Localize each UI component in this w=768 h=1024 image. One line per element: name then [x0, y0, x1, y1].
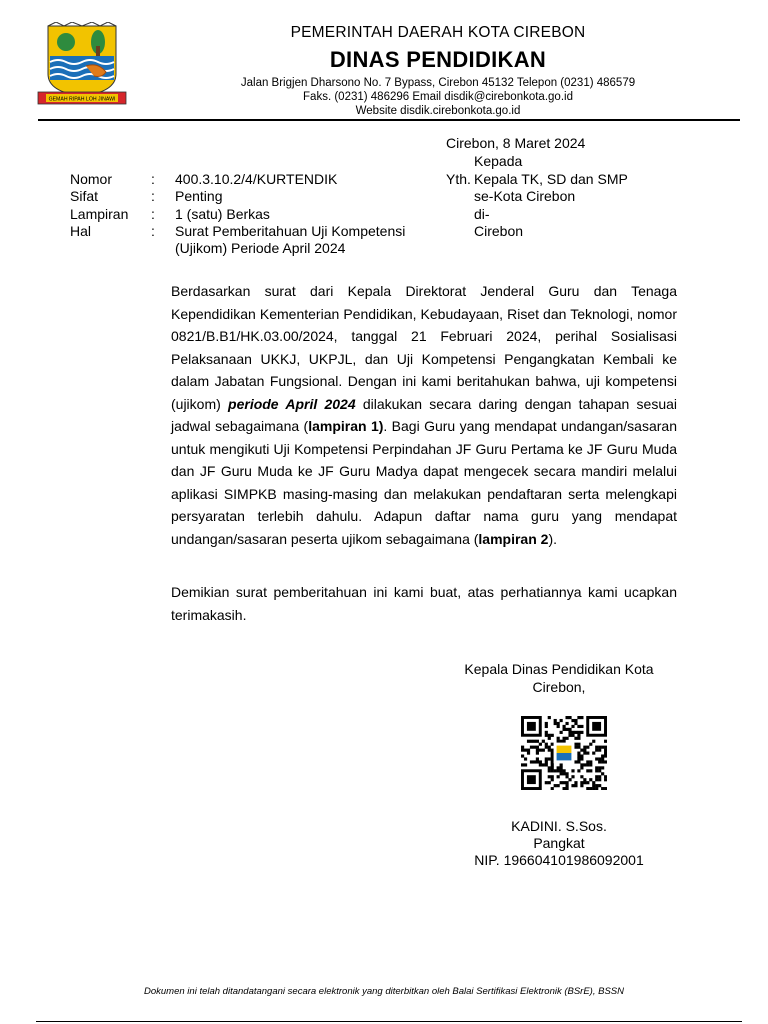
- qr-code: [521, 716, 607, 790]
- letterhead-divider: [38, 119, 740, 121]
- city-crest-logo: [36, 22, 128, 108]
- meta-colon: :: [151, 223, 155, 239]
- letterhead-government: PEMERINTAH DAERAH KOTA CIREBON: [290, 24, 586, 41]
- meta-hal-label: Hal: [70, 223, 92, 239]
- footer-divider: [36, 1021, 742, 1022]
- recipient-place: Cirebon: [474, 223, 524, 239]
- signature-nip: NIP. 196604101986092001: [474, 852, 644, 868]
- recipient-name: Kepala TK, SD dan SMP: [474, 171, 628, 187]
- signature-name: KADINI. S.Sos.: [511, 818, 607, 834]
- letterhead-website: Website disdik.cirebonkota.go.id: [355, 105, 521, 117]
- letterhead-agency: DINAS PENDIDIKAN: [329, 47, 547, 72]
- meta-sifat-label: Sifat: [70, 188, 99, 204]
- signature-rank: Pangkat: [533, 835, 585, 851]
- recipient-kepada: Kepada: [474, 153, 523, 169]
- meta-lampiran-value: 1 (satu) Berkas: [175, 206, 270, 222]
- logo-motto: GEMAH RIPAH LOH JINAWI: [48, 96, 116, 103]
- meta-colon: :: [151, 171, 155, 187]
- meta-hal-value-line1: Surat Pemberitahuan Uji Kompetensi: [175, 223, 406, 239]
- meta-hal-value-line2: (Ujikom) Periode April 2024: [175, 240, 346, 256]
- meta-colon: :: [151, 188, 155, 204]
- recipient-di: di-: [474, 206, 490, 222]
- signature-title-line2: Cirebon,: [532, 679, 586, 695]
- e-signature-note: Dokumen ini telah ditandatangani secara elektronik yang diterbitkan oleh Balai Sertifikasi Elektronik (BSrE), BSSN: [144, 986, 624, 997]
- meta-lampiran-label: Lampiran: [70, 206, 129, 222]
- meta-sifat-value: Penting: [175, 188, 223, 204]
- signature-title-line1: Kepala Dinas Pendidikan Kota: [464, 661, 654, 677]
- body-paragraph-2: Demikian surat pemberitahuan ini kami buat, atas perhatiannya kami ucapkan terimakasih.: [171, 584, 677, 623]
- meta-nomor-label: Nomor: [70, 171, 113, 187]
- body-paragraph-1: Berdasarkan surat dari Kepala Direktorat Jenderal Guru dan Tenaga Kependidikan Kementerian Pendidikan, Kebudayaan, Riset dan Teknologi, nomor 0821/B.B1/HK.03.00/2024, tanggal 21 Februari 2024, perihal Sosialisasi Pelaksanaan UKKJ, UKPJL, dan Uji Kompetensi Pengangkatan Kembali ke dalam Jabatan Fungsional. Dengan ini kami beritahukan bahwa, uji kompetensi (ujikom) periode April 2024 dilakukan secara daring dengan tahapan sesuai jadwal sebagaimana (lampiran 1). Bagi Guru yang mendapat undangan/sasaran untuk mengikuti Uji Kompetensi Perpindahan JF Guru Pertama ke JF Guru Muda dan JF Guru Muda ke JF Guru Madya dapat mengecek secara mandiri melalui aplikasi SIMPKB masing-masing dan melakukan pendaftaran serta melengkapi persyaratan terlebih dahulu. Adapun daftar nama guru yang mendapat undangan/sasaran peserta ujikom sebagaimana (lampiran 2).: [171, 283, 678, 547]
- recipient-area: se-Kota Cirebon: [474, 188, 576, 204]
- recipient-yth: Yth.: [446, 171, 471, 187]
- meta-colon: :: [151, 206, 155, 222]
- letterhead-address: Jalan Brigjen Dharsono No. 7 Bypass, Cirebon 45132 Telepon (0231) 486579: [240, 77, 636, 89]
- letterhead-fax-email: Faks. (0231) 486296 Email disdik@cirebonkota.go.id: [303, 91, 573, 103]
- meta-nomor-value: 400.3.10.2/4/KURTENDIK: [175, 171, 338, 187]
- letter-date: Cirebon, 8 Maret 2024: [446, 135, 586, 151]
